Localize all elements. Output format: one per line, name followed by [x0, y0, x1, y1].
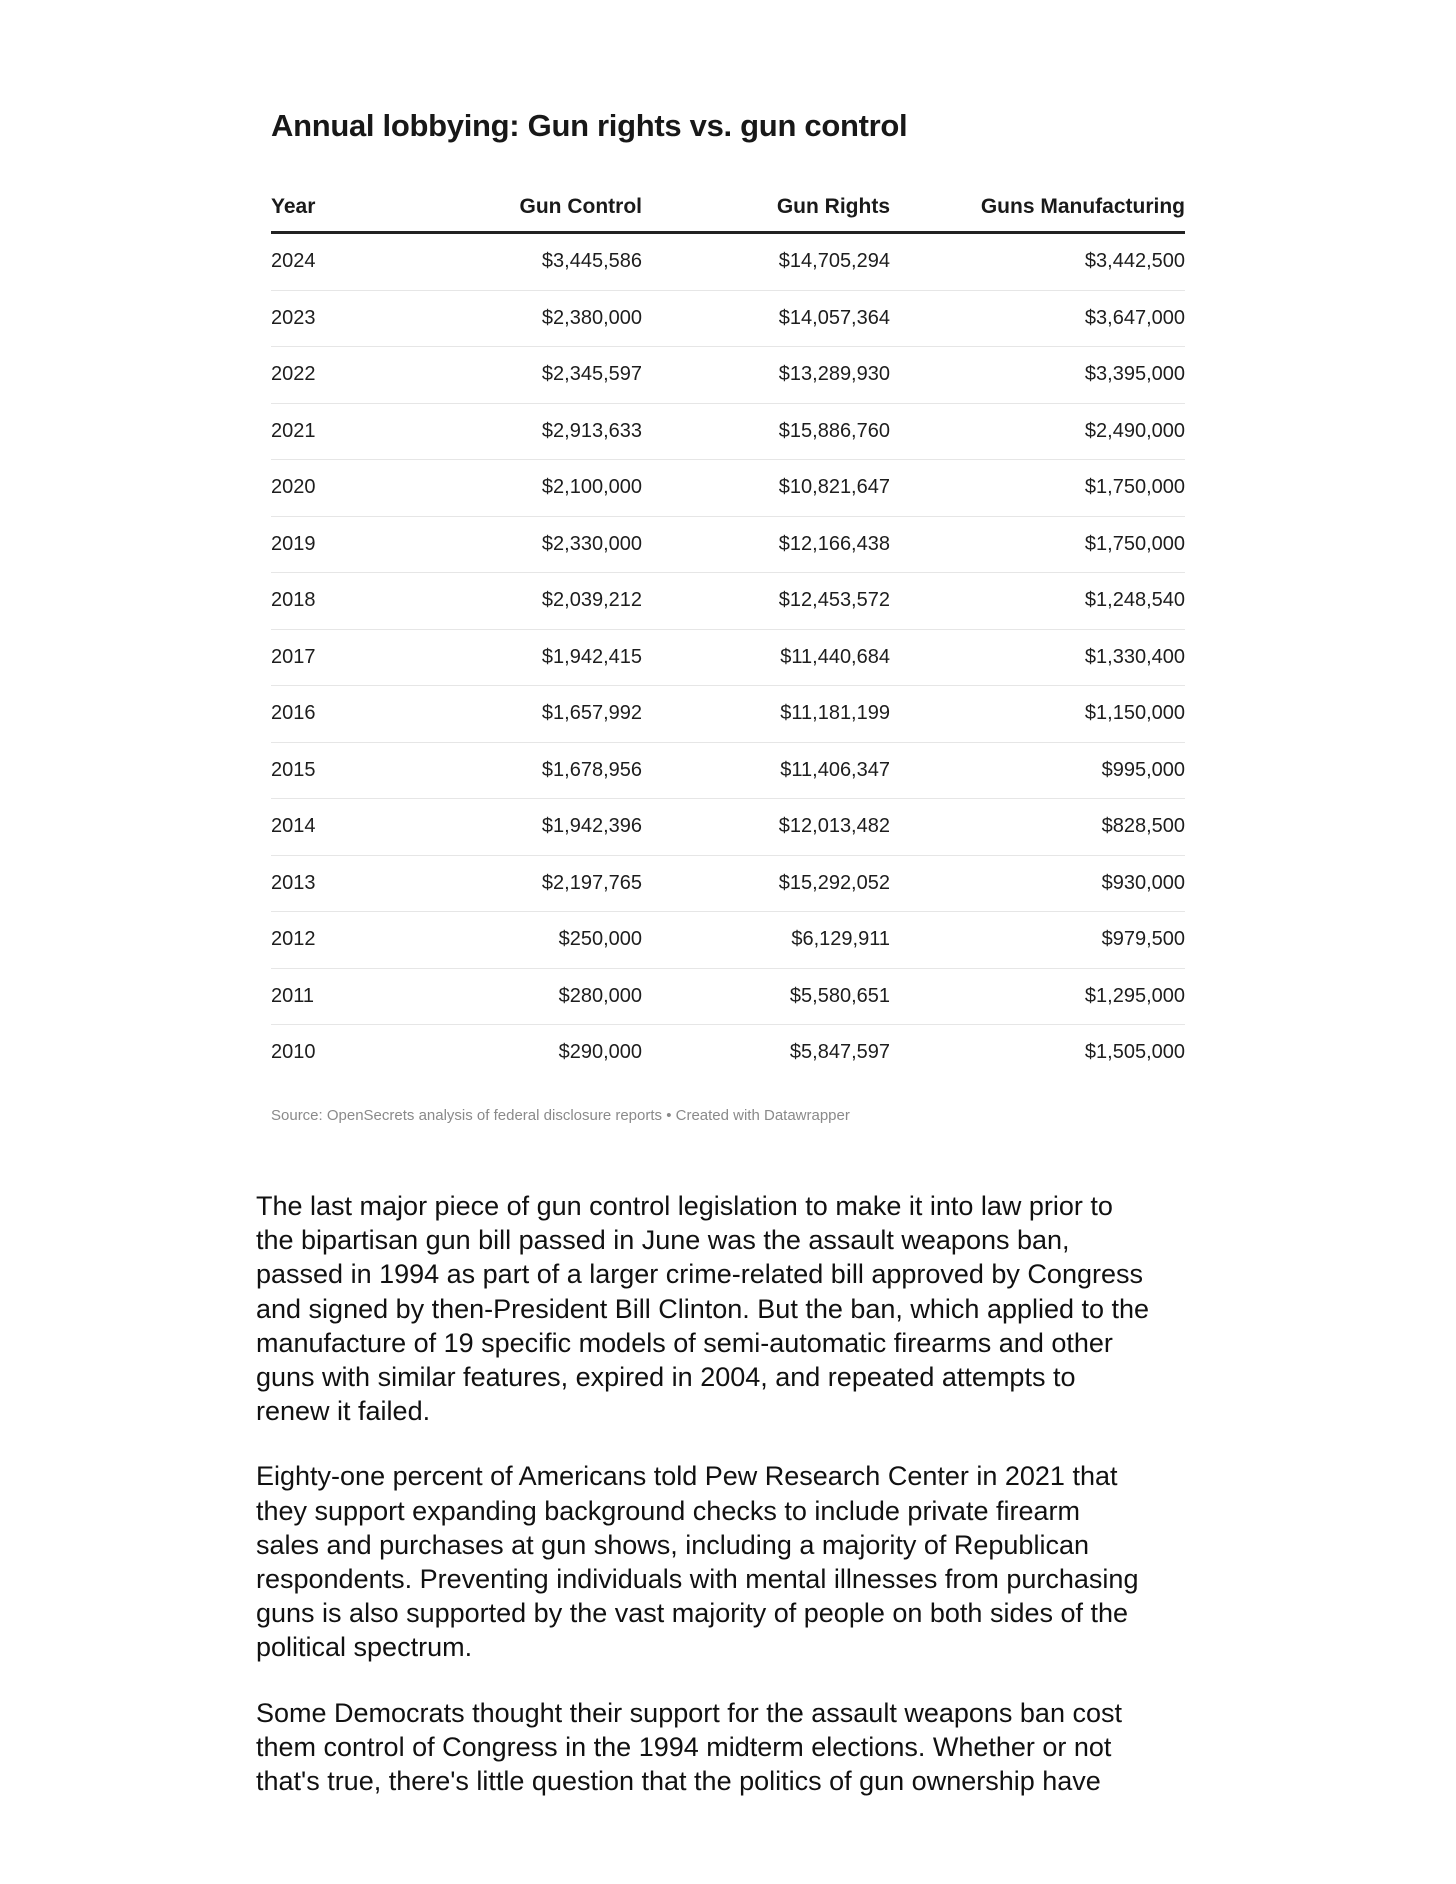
cell-guns-manufacturing: $3,442,500	[890, 233, 1185, 291]
cell-gun-control: $1,942,396	[391, 799, 642, 856]
cell-gun-control: $290,000	[558, 1041, 642, 1064]
cell-year: 2015	[271, 742, 391, 799]
cell-year: 2010	[271, 1041, 316, 1064]
cell-guns-manufacturing: $1,150,000	[890, 686, 1185, 743]
paragraph-line: that's true, there's little question that the politics of gun ownership have	[256, 1766, 1101, 1797]
cell-gun-rights: $14,705,294	[642, 233, 890, 291]
cell-gun-rights: $11,406,347	[642, 742, 890, 799]
cell-gun-control: $2,100,000	[391, 460, 642, 517]
cell-guns-manufacturing: $1,248,540	[890, 573, 1185, 630]
table-row	[271, 742, 1185, 799]
cell-year: 2020	[271, 460, 391, 517]
column-header-year: Year	[271, 186, 391, 233]
chart-title: Annual lobbying: Gun rights vs. gun control	[271, 108, 908, 143]
cell-gun-rights: $15,886,760	[642, 403, 890, 460]
paragraph-line: guns with similar features, expired in 2004, and repeated attempts to	[256, 1362, 1076, 1393]
article-paragraph	[256, 1696, 1236, 1799]
cell-gun-rights: $14,057,364	[642, 290, 890, 347]
cell-gun-rights: $5,847,597	[789, 1041, 890, 1064]
paragraph-line: the bipartisan gun bill passed in June was the assault weapons ban,	[256, 1225, 1070, 1256]
cell-gun-control: $280,000	[391, 968, 642, 1025]
table-row	[271, 968, 1185, 1025]
article-body	[256, 1189, 1236, 1829]
column-header-gun-rights: Gun Rights	[642, 186, 890, 233]
paragraph-line: The last major piece of gun control legislation to make it into law prior to	[256, 1191, 1113, 1221]
cell-guns-manufacturing: $1,750,000	[890, 516, 1185, 573]
table-row	[271, 1025, 1185, 1081]
paragraph-line: they support expanding background checks to include private firearm	[256, 1495, 1080, 1526]
cell-gun-control: $2,380,000	[391, 290, 642, 347]
article-paragraph	[256, 1459, 1236, 1664]
cell-gun-control: $1,678,956	[391, 742, 642, 799]
cell-guns-manufacturing: $1,295,000	[890, 968, 1185, 1025]
cell-gun-rights: $5,580,651	[642, 968, 890, 1025]
cell-gun-control: $1,942,415	[391, 629, 642, 686]
cell-gun-control: $2,345,597	[391, 347, 642, 404]
cell-gun-control: $1,657,992	[391, 686, 642, 743]
paragraph-line: and signed by then-President Bill Clinton. But the ban, which applied to the	[256, 1293, 1150, 1324]
paragraph-line: political spectrum.	[256, 1632, 473, 1663]
paragraph-line: Some Democrats thought their support for the assault weapons ban cost	[256, 1697, 1122, 1728]
cell-year: 2022	[271, 347, 391, 404]
table-row	[271, 403, 1185, 460]
cell-guns-manufacturing: $1,330,400	[890, 629, 1185, 686]
paragraph-line: renew it failed.	[256, 1396, 431, 1427]
table-row	[271, 629, 1185, 686]
table-row	[271, 799, 1185, 856]
cell-gun-control: $3,445,586	[391, 233, 642, 291]
cell-gun-control: $2,330,000	[391, 516, 642, 573]
paragraph-line: guns is also supported by the vast majority of people on both sides of the	[256, 1598, 1129, 1629]
cell-year: 2018	[271, 573, 391, 630]
cell-year: 2016	[271, 686, 391, 743]
table-row	[271, 233, 1185, 291]
column-header-gun-control: Gun Control	[391, 186, 642, 233]
table-body	[271, 233, 1185, 1081]
table-row	[271, 855, 1185, 912]
paragraph-line: sales and purchases at gun shows, including a majority of Republican	[256, 1529, 1089, 1560]
column-header-guns-manufacturing: Guns Manufacturing	[890, 186, 1185, 233]
paragraph-line: manufacture of 19 specific models of semi-automatic firearms and other	[256, 1327, 1113, 1358]
cell-year: 2024	[271, 233, 391, 291]
table-row	[271, 347, 1185, 404]
cell-guns-manufacturing: $3,647,000	[890, 290, 1185, 347]
table-row	[271, 912, 1185, 969]
cell-guns-manufacturing: $995,000	[890, 742, 1185, 799]
cell-year: 2023	[271, 290, 391, 347]
cell-gun-control: $250,000	[391, 912, 642, 969]
cell-gun-rights: $12,166,438	[642, 516, 890, 573]
table-row	[271, 516, 1185, 573]
cell-gun-rights: $10,821,647	[642, 460, 890, 517]
table-header-row	[271, 186, 1185, 233]
paragraph-line: them control of Congress in the 1994 midterm elections. Whether or not	[256, 1731, 1112, 1762]
cell-guns-manufacturing: $930,000	[890, 855, 1185, 912]
cell-year: 2019	[271, 516, 391, 573]
cell-gun-control: $2,197,765	[391, 855, 642, 912]
paragraph-line: Eighty-one percent of Americans told Pew Research Center in 2021 that	[256, 1461, 1118, 1492]
cell-year: 2014	[271, 799, 391, 856]
cell-gun-rights: $11,181,199	[642, 686, 890, 743]
paragraph-line: respondents. Preventing individuals with mental illnesses from purchasing	[256, 1564, 1139, 1595]
article-paragraph	[256, 1189, 1236, 1428]
cell-gun-rights: $15,292,052	[642, 855, 890, 912]
cell-guns-manufacturing: $1,505,000	[1084, 1041, 1185, 1064]
table-row	[271, 686, 1185, 743]
cell-gun-rights: $6,129,911	[642, 912, 890, 969]
cell-gun-control: $2,913,633	[391, 403, 642, 460]
paragraph-line: passed in 1994 as part of a larger crime-related bill approved by Congress	[256, 1259, 1143, 1290]
cell-gun-rights: $12,453,572	[642, 573, 890, 630]
cell-guns-manufacturing: $2,490,000	[890, 403, 1185, 460]
cell-guns-manufacturing: $828,500	[890, 799, 1185, 856]
lobbying-table	[271, 186, 1185, 1081]
source-note: Source: OpenSecrets analysis of federal disclosure reports • Created with Datawrapper	[271, 1107, 850, 1124]
cell-gun-rights: $12,013,482	[642, 799, 890, 856]
cell-guns-manufacturing: $979,500	[890, 912, 1185, 969]
cell-year: 2021	[271, 403, 391, 460]
cell-guns-manufacturing: $3,395,000	[890, 347, 1185, 404]
cell-year: 2017	[271, 629, 391, 686]
cell-guns-manufacturing: $1,750,000	[890, 460, 1185, 517]
table-row	[271, 290, 1185, 347]
cell-year: 2011	[271, 968, 391, 1025]
cell-year: 2013	[271, 855, 391, 912]
cell-gun-rights: $13,289,930	[642, 347, 890, 404]
table-row	[271, 573, 1185, 630]
cell-gun-rights: $11,440,684	[642, 629, 890, 686]
cell-year: 2012	[271, 912, 391, 969]
cell-gun-control: $2,039,212	[391, 573, 642, 630]
table-row	[271, 460, 1185, 517]
